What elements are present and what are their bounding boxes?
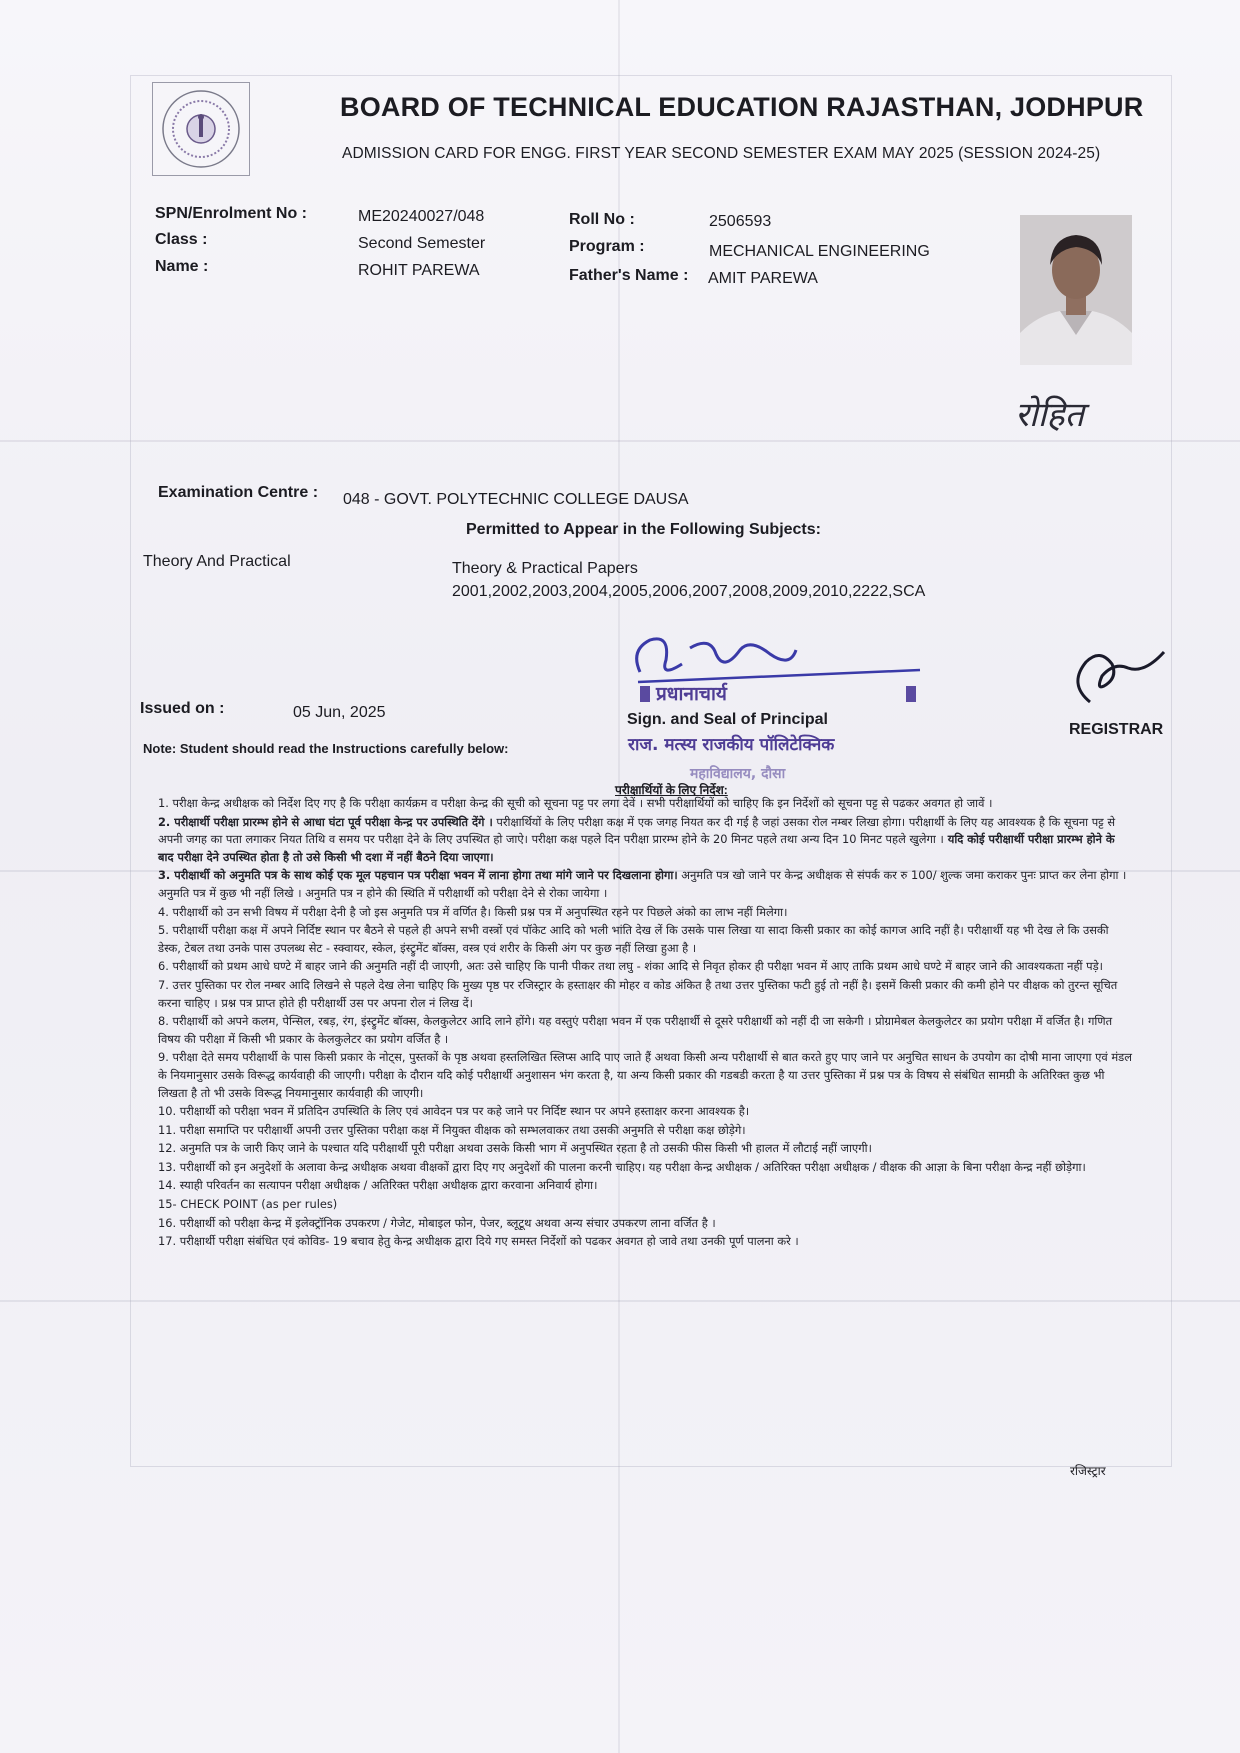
instruction-item: 16. परीक्षार्थी को परीक्षा केन्द्र में इलेक्ट्रॉनिक उपकरण / गेजेट, मोबाइल फोन, पेजर, ब्लूटूथ अथवा अन्य संचार उपकरण लाना वर्जित है । — [158, 1215, 716, 1230]
instruction-text: परीक्षार्थियों के लिए परीक्षा कक्ष में एक जगह नियत कर दी गई है जहां उसका रोल नम्बर लिखा होगा। परीक्षार्थी के लिए यह आवश्यक है कि सूचना पट्ट से अपनी जगह का पता लगाकर नियत तिथि व समय पर परीक्षा देने के लिए उपस्थित हो जाऐ। परीक्षा कक्ष पहले दिन परीक्षा प्रारम्भ होने के 20 मिनट पहले तथा अन्य दिन 10 मिनट पहले खुलेगा । — [158, 814, 1116, 847]
instructions-list — [158, 795, 1133, 1252]
permitted-subjects-title: Permitted to Appear in the Following Subjects: — [466, 521, 821, 538]
card-subtitle: ADMISSION CARD FOR ENGG. FIRST YEAR SECOND SEMESTER EXAM MAY 2025 (SESSION 2024-25) — [342, 145, 1101, 162]
instructions-note: Note: Student should read the Instructions carefully below: — [143, 741, 509, 756]
instruction-item — [158, 867, 1133, 902]
instruction-emphasis: 3. परीक्षार्थी को अनुमति पत्र के साथ कोई एक मूल पहचान पत्र परीक्षा भवन में लाना होगा तथा मांगे जाने पर दिखलाना होगा। — [158, 868, 678, 883]
instruction-item: 9. परीक्षा देते समय परीक्षार्थी के पास किसी प्रकार के नोट्स, पुस्तकों के पृष्ठ अथवा हस्तलिखित स्लिप्स आदि पाए जाते हैं अथवा किसी अन्य परीक्षार्थी से बात करते हुए पाए जाने पर अनुचित साधन के उपयोग का दोषी माना जाएगा एवं मंडल के नियमानुसार उसके विरूद्ध कार्यवाही की जाएगी। परीक्षा के दौरान यदि कोई परीक्षार्थी अनुशासन भंग करता है, या अन्य किसी प्रकार की गडबडी करता है या उत्तर पुस्तिका में प्रश्न पत्र के विषय से संबंधित सामग्री के अतिरिक्त कुछ भी लिखता है तो भी उसके विरूद्ध नियमानुसार कार्यवाही की जाएगी। — [158, 1050, 1132, 1100]
instruction-item: 8. परीक्षार्थी को अपने कलम, पेन्सिल, रबड़, रंग, इंस्ट्रुमेंट बॉक्स, केलकुलेटर आदि लाने होंगे। यह वस्तुएं परीक्षा भवन में एक परीक्षार्थी से दूसरे परीक्षार्थी को नहीं दी जा सकेगी । प्रोग्रामेबल केलकुलेटर का प्रयोग परीक्षा में वर्जित है। गणित विषय की परीक्षा में किसी भी प्रकार के केलकुलेटर का प्रयोग वर्जित है । — [158, 1014, 1113, 1046]
student-signature: रोहित — [1015, 395, 1084, 435]
name-label: Name : — [155, 258, 209, 275]
instruction-item: 10. परीक्षार्थी को परीक्षा भवन में प्रतिदिन उपस्थिति के लिए एवं आवेदन पत्र पर कहे जाने पर निर्दिष्ट स्थान पर अपने हस्ताक्षर करना आवश्यक है। — [158, 1104, 750, 1119]
instruction-item — [158, 814, 1133, 867]
instruction-text: अनुमति पत्र खो जाने पर केन्द्र अधीक्षक से संपर्क कर रु 100/ शुल्क जमा कराकर पुनः प्राप्त कर लेना होगा । अनुमति पत्र में कुछ भी नहीं लिखे । अनुमति पत्र न होने की स्थिति में परीक्षार्थी को परीक्षा देने से रोका जायेगा । — [158, 868, 1127, 900]
instruction-item: 7. उत्तर पुस्तिका पर रोल नम्बर आदि लिखने से पहले देख लेना चाहिए कि मुख्य पृष्ठ पर रजिस्ट्रार के हस्ताक्षर की मोहर व कोड अंकित है तथा उत्तर पुस्तिका फटी हुई तो नहीं है। इसमें किसी प्रकार की कमी होने पर वीक्षक को तुरन्त सूचित करना चाहिए । प्रश्न पत्र प्राप्त होते ही परीक्षार्थी उस पर अपना रोल नं लिख दें। — [158, 977, 1118, 1010]
stamp-place-line: महाविद्यालय, दौसा — [690, 766, 786, 782]
instruction-item: 14. स्याही परिवर्तन का सत्यापन परीक्षा अधीक्षक / अतिरिक्त परीक्षा अधीक्षक द्वारा करवाना अनिवार्य होगा। — [158, 1178, 598, 1193]
instruction-item: 1. परीक्षा केन्द्र अधीक्षक को निर्देश दिए गए है कि परीक्षा कार्यक्रम व परीक्षा केन्द्र की सूची को सूचना पट्ट पर लगा देवें । सभी परीक्षार्थियों को चाहिए कि इन निर्देशों को सूचना पट्ट से पढकर अवगत हो जावें । — [158, 796, 993, 810]
exam-centre-label: Examination Centre : — [158, 484, 319, 501]
instruction-emphasis: 2. परीक्षार्थी परीक्षा प्रारम्भ होने से आधा घंटा पूर्व परीक्षा केन्द्र पर उपस्थिति देंगे । — [158, 814, 493, 829]
registrar-footer-label: रजिस्ट्रार — [1070, 1464, 1106, 1478]
instruction-item: 15- CHECK POINT (as per rules) — [158, 1197, 338, 1212]
instruction-item: 12. अनुमति पत्र के जारी किए जाने के पश्चात यदि परीक्षार्थी पूरी परीक्षा अथवा उसके किसी भाग में अनुपस्थित रहता है तो उसकी फीस किसी भी हालत में लौटाई नहीं जाएगी। — [158, 1141, 872, 1156]
class-value: Second Semester — [358, 235, 486, 252]
registrar-label: REGISTRAR — [1069, 721, 1164, 738]
roll-label: Roll No : — [569, 211, 635, 228]
enrolment-value: ME20240027/048 — [358, 208, 485, 225]
registrar-signature — [1060, 640, 1170, 710]
father-name-label: Father's Name : — [569, 267, 689, 284]
father-name-value: AMIT PAREWA — [708, 270, 818, 287]
instruction-item: 4. परीक्षार्थी को उन सभी विषय में परीक्षा देनी है जो इस अनुमति पत्र में वर्णित है। किसी प्रश्न पत्र में अनुपस्थित रहने पर पिछले अंको का लाभ नहीं मिलेगा। — [158, 904, 788, 919]
issued-on-label: Issued on : — [140, 700, 225, 717]
name-value: ROHIT PAREWA — [358, 262, 480, 279]
instruction-item: 17. परीक्षार्थी परीक्षा संबंधित एवं कोविड- 19 बचाव हेतु केन्द्र अधीक्षक द्वारा दिये गए समस्त निर्देशों को पढकर अवगत हो जावे तथा उनकी पूर्ण पालना करे । — [158, 1234, 799, 1249]
class-label: Class : — [155, 231, 208, 248]
student-photo — [1020, 215, 1132, 365]
instruction-item: 5. परीक्षार्थी परीक्षा कक्ष में अपने निर्दिष्ट स्थान पर बैठने से पहले ही अपने सभी वस्त्रों एवं पॉकेट आदि को भली भांति देख लें कि उसके पास लिखा या सादा किसी प्रकार का कोई कागज आदि नहीं है। परीक्षार्थी यह भी देख ले कि उसकी डेस्क, टेबल तथा उनके पास उपलब्ध सेट - स्क्वायर, स्केल, इंस्ट्रुमेंट बॉक्स, वस्त्र एवं शरीर के किसी अंग पर कुछ नहीं लिखा हुआ है । — [158, 923, 1109, 955]
stamp-college-line: राज. मत्स्य राजकीय पॉलिटेक्निक — [628, 735, 835, 755]
instruction-emphasis: यदि कोई परीक्षार्थी परीक्षा प्रारम्भ होने के बाद परीक्षा देने उपस्थित होता है तो उसे किसी भी दशा में नहीं बैठने दिया जाएगा। — [158, 832, 1115, 864]
board-title: BOARD OF TECHNICAL EDUCATION RAJASTHAN, JODHPUR — [340, 92, 1144, 122]
issued-on-value: 05 Jun, 2025 — [293, 704, 386, 721]
principal-sign-label: Sign. and Seal of Principal — [627, 711, 828, 728]
instruction-item: 6. परीक्षार्थी को प्रथम आधे घण्टे में बाहर जाने की अनुमति नहीं दी जाएगी, अतः उसे चाहिए कि पानी पीकर तथा लघु - शंका आदि से निवृत होकर ही परीक्षा भवन में आए ताकि प्रथम आधे घण्टे में बाहर जाने की आवश्यकता नहीं पड़े। — [158, 959, 1103, 974]
instruction-item: 13. परीक्षार्थी को इन अनुदेशों के अलावा केन्द्र अधीक्षक अथवा वीक्षकों द्वारा दिए गए अनुदेशों की पालना करनी चाहिए। यह परीक्षा केन्द्र अधीक्षक / अतिरिक्त परीक्षा अधीक्षक / वीक्षक की आज्ञा के बिना परीक्षा केन्द्र नहीं छोड़ेगा। — [158, 1159, 1086, 1174]
enrolment-label: SPN/Enrolment No : — [155, 205, 308, 222]
exam-centre-value: 048 - GOVT. POLYTECHNIC COLLEGE DAUSA — [343, 491, 689, 508]
instruction-item: 11. परीक्षा समाप्ति पर परीक्षार्थी अपनी उत्तर पुस्तिका परीक्षा कक्ष में नियुक्त वीक्षक को सम्भलवाकर तथा उसकी अनुमति से परीक्षा कक्ष छोड़ेगे। — [158, 1122, 746, 1137]
board-seal-icon — [152, 82, 250, 176]
program-value: MECHANICAL ENGINEERING — [709, 243, 930, 260]
roll-value: 2506593 — [709, 213, 772, 230]
papers-list: 2001,2002,2003,2004,2005,2006,2007,2008,2009,2010,2222,SCA — [452, 583, 926, 600]
papers-label: Theory & Practical Papers — [452, 560, 638, 577]
exam-type: Theory And Practical — [143, 553, 291, 570]
instructions-heading: परीक्षार्थियों के लिए निर्देश: — [615, 783, 728, 797]
stamp-title: प्रधानाचार्य — [656, 683, 727, 705]
program-label: Program : — [569, 238, 645, 255]
